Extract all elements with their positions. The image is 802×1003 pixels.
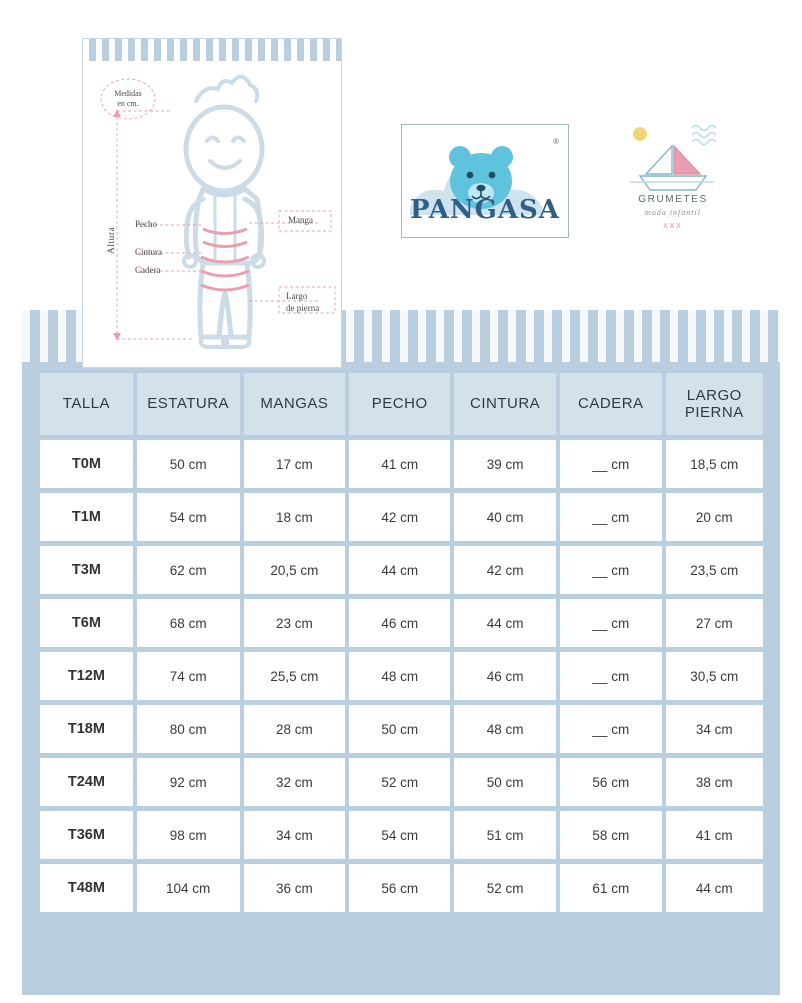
grumetes-logo [618,120,728,240]
cell-estatura: 68 cm [137,599,240,647]
cell-cintura: 52 cm [454,864,556,912]
table-row [40,440,763,488]
diagram-note-measurements [101,89,155,109]
cell-estatura: 74 cm [137,652,240,700]
cell-mangas: 23 cm [244,599,346,647]
cell-largo-pierna: 23,5 cm [666,546,763,594]
col-header-cadera: CADERA [560,373,662,435]
cell-largo-pierna: 18,5 cm [666,440,763,488]
cell-cintura: 44 cm [454,599,556,647]
grumetes-marks: xxx [663,220,683,230]
cell-largo-pierna: 30,5 cm [666,652,763,700]
grumetes-wordmark: GRUMETES [638,194,708,205]
cell-largo-pierna: 34 cm [666,705,763,753]
measurement-diagram-card [82,38,342,368]
cell-cintura: 42 cm [454,546,556,594]
cell-pecho: 46 cm [349,599,450,647]
cell-largo-pierna: 27 cm [666,599,763,647]
cell-mangas: 17 cm [244,440,346,488]
cell-talla: T12M [40,652,133,700]
cell-talla: T3M [40,546,133,594]
diagram-label-altura: Altura [107,226,117,254]
cell-estatura: 92 cm [137,758,240,806]
cell-cadera: __ cm [560,652,662,700]
cell-pecho: 52 cm [349,758,450,806]
col-header-mangas: MANGAS [244,373,346,435]
diagram-label-manga: Manga [288,215,313,225]
table-row [40,546,763,594]
cell-cadera: __ cm [560,440,662,488]
cell-cintura: 46 cm [454,652,556,700]
cell-pecho: 56 cm [349,864,450,912]
cell-largo-pierna: 41 cm [666,811,763,859]
table-row [40,493,763,541]
col-header-pecho: PECHO [349,373,450,435]
diagram-label-cadera: Cadera [135,265,161,275]
cell-cadera: 61 cm [560,864,662,912]
cell-estatura: 62 cm [137,546,240,594]
cell-cintura: 48 cm [454,705,556,753]
table-row [40,705,763,753]
cell-talla: T24M [40,758,133,806]
cell-pecho: 42 cm [349,493,450,541]
cell-estatura: 104 cm [137,864,240,912]
grumetes-tagline: moda infantil [645,208,701,217]
cell-mangas: 32 cm [244,758,346,806]
cell-estatura: 54 cm [137,493,240,541]
cell-cadera: 56 cm [560,758,662,806]
cell-talla: T48M [40,864,133,912]
cell-mangas: 36 cm [244,864,346,912]
registered-mark: ® [553,137,559,146]
cell-cintura: 39 cm [454,440,556,488]
cell-cadera: 58 cm [560,811,662,859]
cell-estatura: 98 cm [137,811,240,859]
table-row [40,652,763,700]
cell-mangas: 18 cm [244,493,346,541]
table-row [40,864,763,912]
cell-pecho: 54 cm [349,811,450,859]
cell-cintura: 50 cm [454,758,556,806]
diagram-note-line2: en cm. [117,99,139,108]
paper-boat-icon [618,120,728,196]
cell-pecho: 41 cm [349,440,450,488]
col-header-cintura: CINTURA [454,373,556,435]
table-row [40,758,763,806]
cell-cadera: __ cm [560,705,662,753]
cell-estatura: 80 cm [137,705,240,753]
cell-talla: T36M [40,811,133,859]
col-header-largo-pierna [666,373,763,435]
table-row [40,599,763,647]
cell-estatura: 50 cm [137,440,240,488]
cell-cadera: __ cm [560,546,662,594]
cell-pecho: 50 cm [349,705,450,753]
cell-pecho: 48 cm [349,652,450,700]
cell-cintura: 40 cm [454,493,556,541]
cell-talla: T0M [40,440,133,488]
col-header-largo-pierna-line2: PIERNA [684,404,744,421]
diagram-label-cintura: Cintura [135,247,162,257]
diagram-note-line1: Medidas [114,89,142,98]
cell-mangas: 25,5 cm [244,652,346,700]
cell-largo-pierna: 44 cm [666,864,763,912]
table-header-row [40,373,763,435]
cell-largo-pierna: 38 cm [666,758,763,806]
cell-talla: T1M [40,493,133,541]
col-header-talla: TALLA [40,373,133,435]
pangasa-wordmark: PANGASA [410,195,560,225]
pangasa-logo [401,124,569,238]
cell-cadera: __ cm [560,493,662,541]
cell-mangas: 28 cm [244,705,346,753]
largo-pierna-line2: de pierna [286,302,320,313]
table-body [40,440,763,912]
size-chart-table [36,368,767,917]
cell-largo-pierna: 20 cm [666,493,763,541]
cell-talla: T6M [40,599,133,647]
cell-mangas: 34 cm [244,811,346,859]
cell-cadera: __ cm [560,599,662,647]
cell-talla: T18M [40,705,133,753]
table-row [40,811,763,859]
col-header-largo-pierna-line1: LARGO [686,386,742,404]
cell-cintura: 51 cm [454,811,556,859]
cell-mangas: 20,5 cm [244,546,346,594]
cell-pecho: 44 cm [349,546,450,594]
diagram-label-largo-pierna [286,291,319,314]
largo-pierna-line1: Largo [286,291,308,301]
col-header-estatura: ESTATURA [137,373,240,435]
diagram-label-pecho: Pecho [135,219,157,229]
